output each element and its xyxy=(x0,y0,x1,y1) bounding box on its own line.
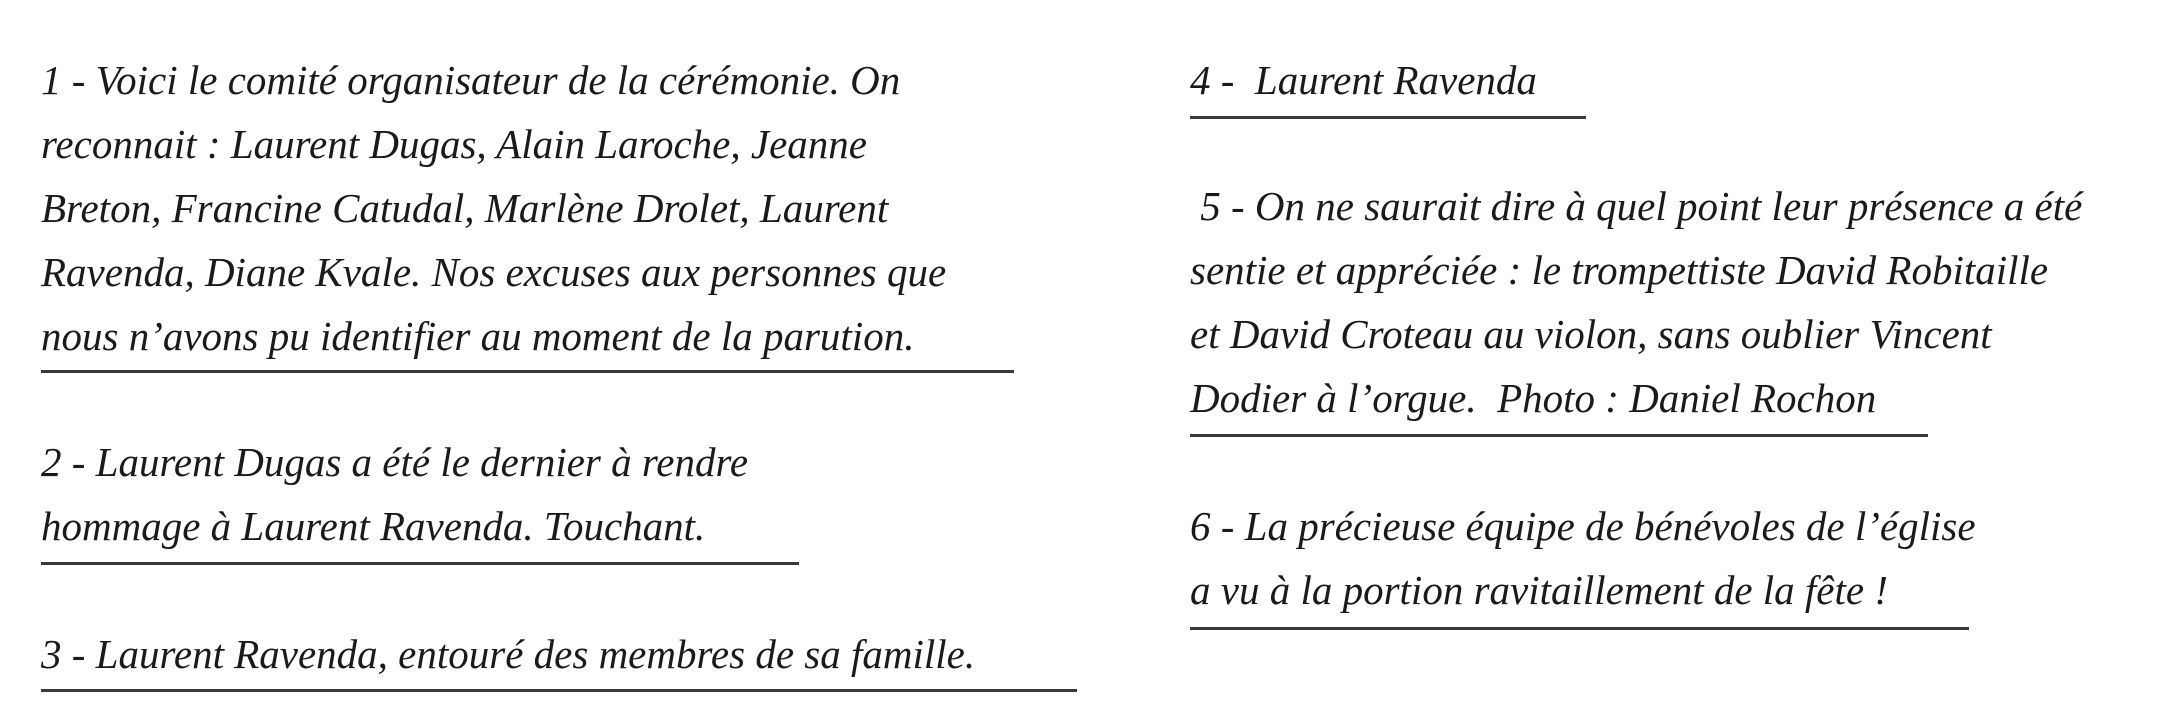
caption-line: Ravenda, Diane Kvale. Nos excuses aux personnes que xyxy=(41,249,947,295)
caption-5 xyxy=(1190,174,2082,430)
caption-line: hommage à Laurent Ravenda. Touchant. xyxy=(41,503,706,549)
caption-4-divider xyxy=(1190,116,1586,119)
caption-line: Dodier à l’orgue. Photo : Daniel Rochon xyxy=(1190,375,1877,421)
caption-line: 6 - La précieuse équipe de bénévoles de l’église xyxy=(1190,503,1976,549)
caption-line: 1 - Voici le comité organisateur de la cérémonie. On xyxy=(41,57,901,103)
caption-5-divider xyxy=(1190,434,1928,437)
caption-line: 5 - On ne saurait dire à quel point leur présence a été xyxy=(1190,183,2083,229)
caption-3 xyxy=(41,622,975,686)
caption-line: et David Croteau au violon, sans oublier Vincent xyxy=(1190,311,1992,357)
caption-line: a vu à la portion ravitaillement de la fête ! xyxy=(1190,567,1889,613)
caption-2 xyxy=(41,430,748,558)
caption-4 xyxy=(1190,48,1537,112)
caption-line: 2 - Laurent Dugas a été le dernier à rendre xyxy=(41,439,749,485)
caption-line: nous n’avons pu identifier au moment de la parution. xyxy=(41,313,915,359)
caption-line: reconnait : Laurent Dugas, Alain Laroche, Jeanne xyxy=(41,121,867,167)
caption-line: Breton, Francine Catudal, Marlène Drolet, Laurent xyxy=(41,185,889,231)
caption-3-divider xyxy=(41,689,1077,692)
caption-6-divider xyxy=(1190,627,1969,630)
caption-1-divider xyxy=(41,370,1014,373)
caption-2-divider xyxy=(41,562,799,565)
caption-line: 3 - Laurent Ravenda, entouré des membres de sa famille. xyxy=(41,631,976,677)
caption-line: sentie et appréciée : le trompettiste David Robitaille xyxy=(1190,247,2049,293)
caption-1 xyxy=(41,48,946,368)
caption-6 xyxy=(1190,494,1976,622)
caption-line: 4 - Laurent Ravenda xyxy=(1190,57,1537,103)
